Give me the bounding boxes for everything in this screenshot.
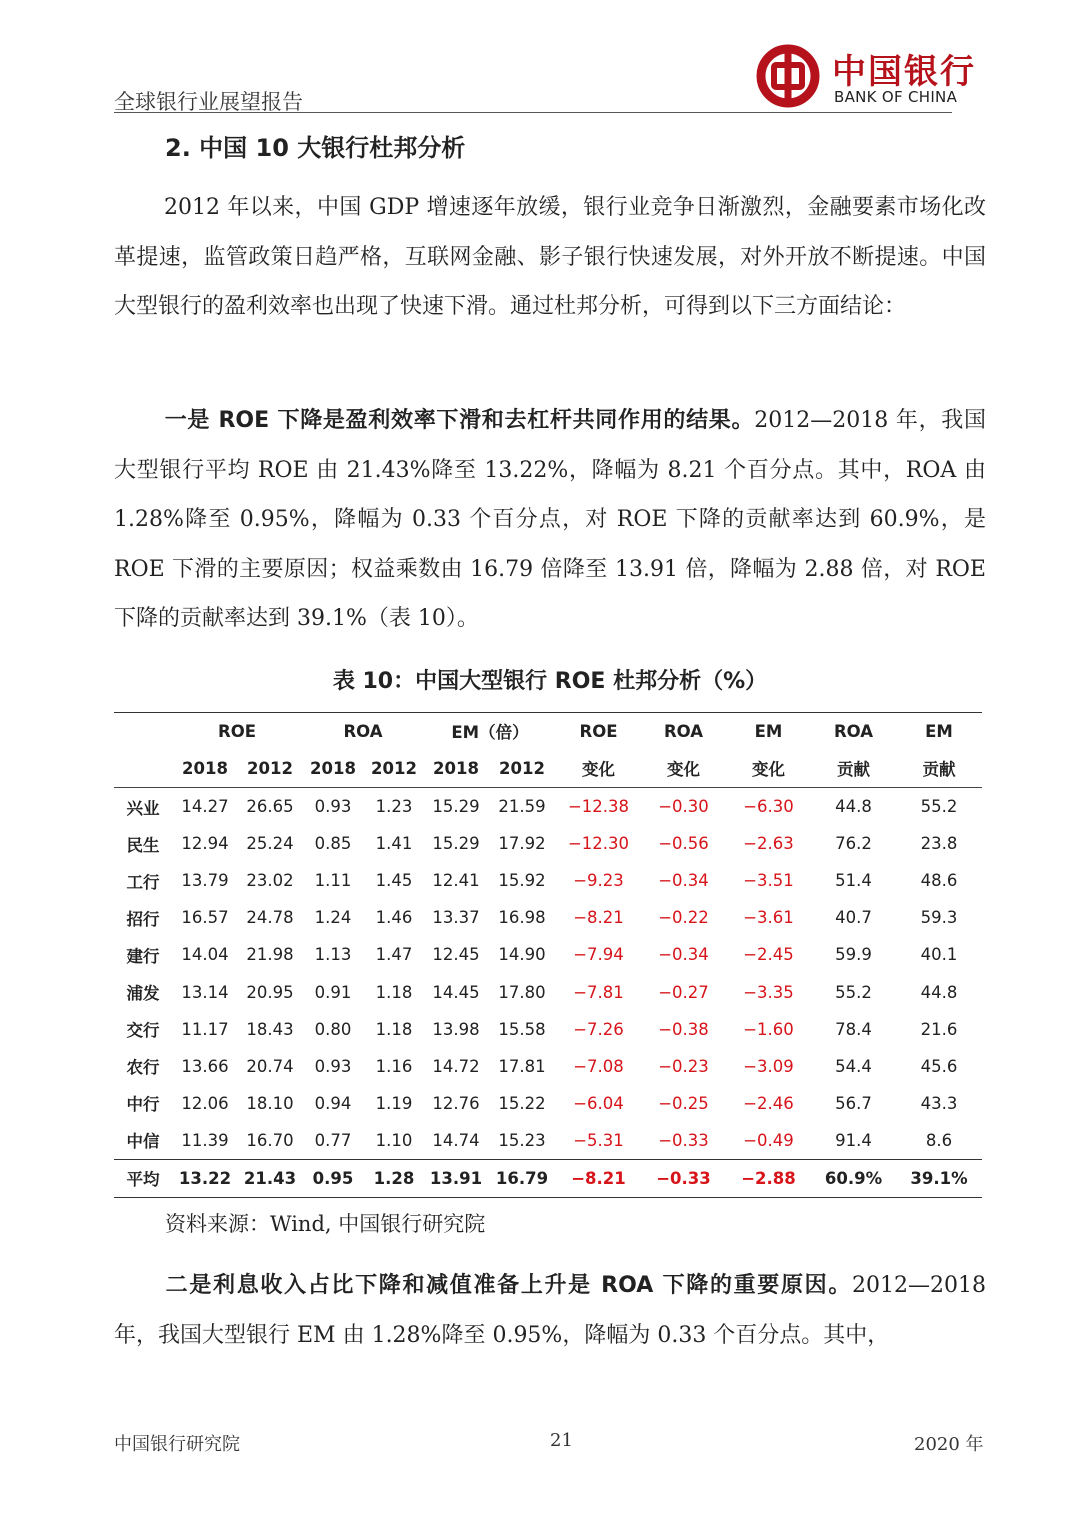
table-cell: 17.81 xyxy=(498,1056,546,1076)
conclusion-one-paragraph xyxy=(114,396,986,644)
bank-name-cell: 民生 xyxy=(126,835,160,855)
table-cell: −3.51 xyxy=(743,871,794,891)
table-cell: 13.66 xyxy=(181,1056,229,1076)
header-cell: 变化 xyxy=(726,749,811,788)
table-cell: 18.10 xyxy=(246,1093,294,1113)
bank-name-cell: 浦发 xyxy=(126,984,160,1004)
conclusion-two-text: 2012—2018 年，我国大型银行 EM 由 1.28%降至 0.95%，降幅为 0.33 个百分点。其中， xyxy=(114,1273,986,1348)
footer-institute: 中国银行研究院 xyxy=(114,1434,240,1455)
table-cell: 55.2 xyxy=(835,982,872,1002)
table-cell: 12.94 xyxy=(181,834,229,854)
header-cell: 2018 xyxy=(172,749,238,788)
table-row xyxy=(114,1122,982,1160)
table-header-row-2 xyxy=(114,749,982,788)
table-cell: 0.95 xyxy=(302,1159,364,1197)
bank-of-china-logo xyxy=(756,44,976,110)
table-cell: 60.9% xyxy=(811,1159,896,1197)
table-cell: 13.79 xyxy=(181,871,229,891)
table-cell: 91.4 xyxy=(835,1130,872,1150)
header-cell: ROA xyxy=(302,713,424,750)
bank-of-china-emblem-icon xyxy=(756,44,820,108)
table-cell: −0.33 xyxy=(658,1130,709,1150)
table-row xyxy=(114,825,982,862)
table-cell: 21.43 xyxy=(238,1159,302,1197)
header-cell: 2012 xyxy=(238,749,302,788)
table-cell: −0.33 xyxy=(641,1159,726,1197)
table-cell: 59.3 xyxy=(920,908,958,928)
table-cell: −1.60 xyxy=(743,1019,794,1039)
conclusion-one-lead: 一是 ROE 下降是盈利效率下滑和去杠杆共同作用的结果。 xyxy=(164,408,755,433)
table-cell: −0.34 xyxy=(658,945,709,965)
header-cell: 变化 xyxy=(556,749,641,788)
table-cell: 16.70 xyxy=(246,1130,294,1150)
table-cell: 1.28 xyxy=(364,1159,424,1197)
table-cell: −0.30 xyxy=(658,797,709,817)
bank-name-cell: 建行 xyxy=(126,946,160,966)
table-cell: 1.18 xyxy=(375,1019,413,1039)
bank-name-cell: 农行 xyxy=(126,1058,160,1078)
logo-chinese-text: 中国银行 xyxy=(832,52,976,92)
table-cell: 1.45 xyxy=(375,871,413,891)
table-cell: 44.8 xyxy=(835,797,872,817)
header-cell: ROE xyxy=(172,713,302,750)
table-cell: −0.25 xyxy=(658,1093,709,1113)
table-cell: −3.35 xyxy=(743,982,794,1002)
table-cell: −12.30 xyxy=(567,834,630,854)
table-cell: 16.79 xyxy=(488,1159,556,1197)
table-cell: 14.74 xyxy=(432,1130,480,1150)
table-cell: 23.02 xyxy=(246,871,294,891)
header-cell: 贡献 xyxy=(896,749,982,788)
table-cell: 21.59 xyxy=(498,797,546,817)
bank-name-cell: 平均 xyxy=(114,1159,172,1197)
table-cell: 14.45 xyxy=(432,982,480,1002)
table-cell: 15.29 xyxy=(432,797,480,817)
table-cell: 1.23 xyxy=(375,797,413,817)
table-row xyxy=(114,1048,982,1085)
table-cell: 14.27 xyxy=(181,797,229,817)
header-divider xyxy=(114,112,952,113)
header-cell xyxy=(114,713,172,750)
table-body xyxy=(114,788,982,1198)
table-row xyxy=(114,1011,982,1048)
table-cell: 1.18 xyxy=(375,982,413,1002)
section-heading: 2. 中国 10 大银行杜邦分析 xyxy=(165,134,466,162)
table-cell: 1.41 xyxy=(375,834,413,854)
table-cell: 11.17 xyxy=(181,1019,229,1039)
table-cell: 44.8 xyxy=(920,982,958,1002)
table-cell: 1.16 xyxy=(375,1056,413,1076)
table-row xyxy=(114,788,982,826)
table-cell: −7.08 xyxy=(573,1056,624,1076)
table-cell: 15.92 xyxy=(498,871,546,891)
table-cell: 0.85 xyxy=(314,834,352,854)
table-cell: 0.77 xyxy=(314,1130,352,1150)
table-cell: 13.14 xyxy=(181,982,229,1002)
table-cell: 48.6 xyxy=(920,871,958,891)
table-cell: 15.29 xyxy=(432,834,480,854)
conclusion-two-paragraph xyxy=(114,1261,986,1360)
table-cell: 12.06 xyxy=(181,1093,229,1113)
table-cell: −0.49 xyxy=(743,1130,794,1150)
table-cell: −7.81 xyxy=(573,982,624,1002)
table-row xyxy=(114,973,982,1010)
logo-english-text: BANK OF CHINA xyxy=(834,88,958,106)
table-cell: −0.34 xyxy=(658,871,709,891)
header-cell: EM（倍） xyxy=(424,713,556,750)
table-cell: 12.76 xyxy=(432,1093,480,1113)
table-cell: 40.1 xyxy=(920,945,958,965)
table-row xyxy=(114,1085,982,1122)
header-cell: 2018 xyxy=(302,749,364,788)
table-cell: 14.72 xyxy=(432,1056,480,1076)
table-cell: 1.47 xyxy=(375,945,413,965)
table-cell: −6.30 xyxy=(743,797,794,817)
table-cell: 17.80 xyxy=(498,982,546,1002)
table-cell: −0.22 xyxy=(658,908,709,928)
header-cell: EM xyxy=(896,713,982,750)
table-cell: 16.98 xyxy=(498,908,546,928)
table-cell: 13.22 xyxy=(172,1159,238,1197)
table-cell: 15.58 xyxy=(498,1019,546,1039)
table-cell: 76.2 xyxy=(835,834,872,854)
table-cell: 21.98 xyxy=(246,945,294,965)
header-cell: 2018 xyxy=(424,749,488,788)
table-cell: −12.38 xyxy=(567,797,630,817)
page-number: 21 xyxy=(550,1430,573,1451)
table-cell: 1.19 xyxy=(375,1093,413,1113)
table-cell: −7.26 xyxy=(573,1019,624,1039)
header-cell: ROE xyxy=(556,713,641,750)
header-cell: EM xyxy=(726,713,811,750)
dupont-table xyxy=(114,712,982,1198)
conclusion-one-text: 2012—2018 年，我国大型银行平均 ROE 由 21.43%降至 13.22%，降幅为 8.21 个百分点。其中，ROA 由 1.28%降至 0.95%，降幅为 0.33 个百分点，对 ROE 下降的贡献率达到 60.9%，是 ROE 下滑的主要原因；权益乘数由 16.79 倍降至 13.91 倍，降幅为 2.88 倍，对 ROE 下降的贡献率达到 39.1%（表 10）。 xyxy=(114,408,986,631)
table-cell: 0.91 xyxy=(314,982,352,1002)
table-cell: −6.04 xyxy=(573,1093,624,1113)
header-cell: 变化 xyxy=(641,749,726,788)
table-cell: 21.6 xyxy=(920,1019,958,1039)
intro-paragraph xyxy=(114,183,986,332)
table-cell: 55.2 xyxy=(920,797,958,817)
table-cell: 59.9 xyxy=(835,945,872,965)
table-cell: 12.45 xyxy=(432,945,480,965)
header-cell: ROA xyxy=(811,713,896,750)
table-cell: 18.43 xyxy=(246,1019,294,1039)
table-row xyxy=(114,862,982,899)
table-cell: −8.21 xyxy=(556,1159,641,1197)
table-cell: 40.7 xyxy=(835,908,872,928)
table-cell: 25.24 xyxy=(246,834,294,854)
table-row xyxy=(114,936,982,973)
table-cell: 0.93 xyxy=(314,1056,352,1076)
table-cell: 12.41 xyxy=(432,871,480,891)
table-cell: 16.57 xyxy=(181,908,229,928)
table-cell: −2.45 xyxy=(743,945,794,965)
table-cell: 1.24 xyxy=(314,908,352,928)
table-cell: 45.6 xyxy=(920,1056,958,1076)
table-cell: −3.09 xyxy=(743,1056,794,1076)
header-cell: 2012 xyxy=(488,749,556,788)
table-cell: 54.4 xyxy=(835,1056,872,1076)
table-cell: 23.8 xyxy=(920,834,958,854)
table-cell: −8.21 xyxy=(573,908,624,928)
table-cell: 1.13 xyxy=(314,945,352,965)
bank-name-cell: 工行 xyxy=(126,872,160,892)
bank-name-cell: 交行 xyxy=(126,1021,160,1041)
table-cell: −5.31 xyxy=(573,1130,624,1150)
table-cell: 8.6 xyxy=(925,1130,953,1150)
table-cell: 17.92 xyxy=(498,834,546,854)
table-cell: −3.61 xyxy=(743,908,794,928)
table-row xyxy=(114,899,982,936)
table-cell: 39.1% xyxy=(896,1159,982,1197)
table-cell: −0.38 xyxy=(658,1019,709,1039)
table-cell: −7.94 xyxy=(573,945,624,965)
table-cell: 1.11 xyxy=(314,871,352,891)
conclusion-two-lead: 二是利息收入占比下降和减值准备上升是 ROA 下降的重要原因。 xyxy=(164,1273,853,1298)
table-average-row xyxy=(114,1159,982,1197)
intro-paragraph-text: 2012 年以来，中国 GDP 增速逐年放缓，银行业竞争日渐激烈，金融要素市场化改革提速，监管政策日趋严格，互联网金融、影子银行快速发展，对外开放不断提速。中国大型银行的盈利效率也出现了快速下滑。通过杜邦分析，可得到以下三方面结论： xyxy=(114,195,986,319)
table-cell: 20.95 xyxy=(246,982,294,1002)
table-cell: 26.65 xyxy=(246,797,294,817)
table-cell: 13.37 xyxy=(432,908,480,928)
table-cell: 78.4 xyxy=(835,1019,872,1039)
table-cell: −2.63 xyxy=(743,834,794,854)
header-cell xyxy=(114,749,172,788)
table-cell: 43.3 xyxy=(920,1093,958,1113)
table-cell: 15.23 xyxy=(498,1130,546,1150)
table-cell: 20.74 xyxy=(246,1056,294,1076)
table-caption: 表 10：中国大型银行 ROE 杜邦分析（%） xyxy=(332,669,768,694)
header-cell: 2012 xyxy=(364,749,424,788)
table-cell: 51.4 xyxy=(835,871,872,891)
bank-name-cell: 招行 xyxy=(126,909,160,929)
table-cell: 14.90 xyxy=(498,945,546,965)
bank-name-cell: 兴业 xyxy=(126,798,160,818)
header-cell: 贡献 xyxy=(811,749,896,788)
table-cell: 24.78 xyxy=(246,908,294,928)
table-cell: 15.22 xyxy=(498,1093,546,1113)
table-cell: −0.27 xyxy=(658,982,709,1002)
table-cell: 13.98 xyxy=(432,1019,480,1039)
table-source-note: 资料来源：Wind, 中国银行研究院 xyxy=(165,1212,486,1236)
table-cell: 13.91 xyxy=(424,1159,488,1197)
table-cell: 14.04 xyxy=(181,945,229,965)
table-header-row-1 xyxy=(114,713,982,750)
table-cell: −0.23 xyxy=(658,1056,709,1076)
table-cell: 0.80 xyxy=(314,1019,352,1039)
table-cell: −0.56 xyxy=(658,834,709,854)
table-cell: 0.94 xyxy=(314,1093,352,1113)
footer-year: 2020 年 xyxy=(914,1434,984,1455)
table-cell: 0.93 xyxy=(314,797,352,817)
table-cell: 1.46 xyxy=(375,908,413,928)
table-cell: −9.23 xyxy=(573,871,624,891)
bank-name-cell: 中信 xyxy=(126,1132,160,1152)
bank-name-cell: 中行 xyxy=(126,1095,160,1115)
header-cell: ROA xyxy=(641,713,726,750)
table-cell: −2.46 xyxy=(743,1093,794,1113)
report-title: 全球银行业展望报告 xyxy=(114,90,303,114)
table-cell: 11.39 xyxy=(181,1130,229,1150)
table-cell: 56.7 xyxy=(835,1093,872,1113)
table-cell: −2.88 xyxy=(726,1159,811,1197)
table-cell: 1.10 xyxy=(375,1130,413,1150)
